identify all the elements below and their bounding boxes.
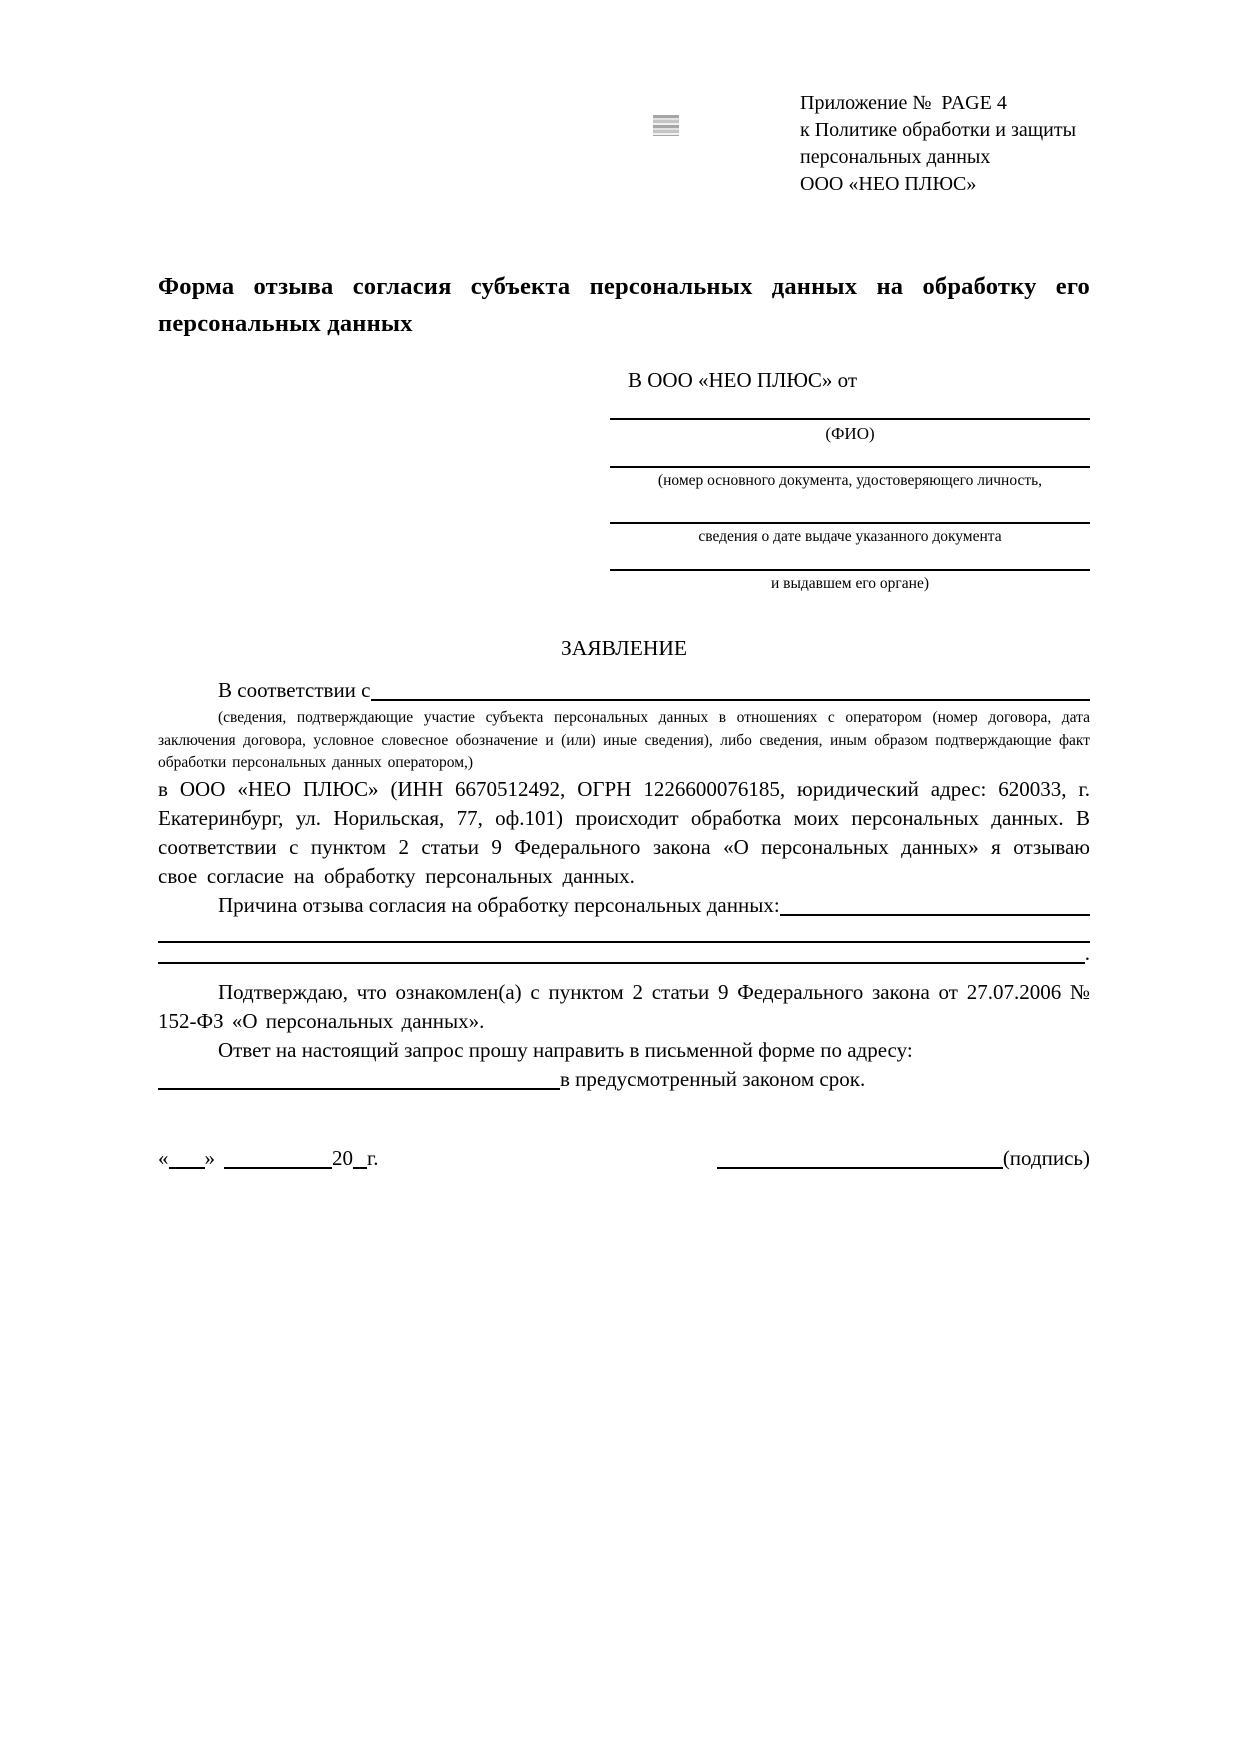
fio-caption: (ФИО) <box>825 424 875 443</box>
year-blank-line <box>353 1167 367 1169</box>
embedded-object-icon <box>653 115 679 136</box>
document-title: Форма отзыва согласия субъекта персональных данных на обработку его персональных данных <box>158 273 1090 337</box>
signature-caption: (подпись) <box>1002 1145 1090 1170</box>
issuer-caption: и выдавшем его органе) <box>770 575 930 592</box>
quote-close: » <box>204 1145 215 1170</box>
page-header <box>158 90 1090 208</box>
addressee-block <box>610 368 1090 594</box>
year-prefix: 20 <box>332 1145 353 1170</box>
issue-date-blank-line <box>610 491 1090 524</box>
addressee-to-line: В ООО «НЕО ПЛЮС» от <box>628 368 858 392</box>
fine-print: (сведения, подтверждающие участие субъекта персональных данных в отношениях с оператором (номер договора, дата заключения договора, условное словесное обозначение и (или) иные сведения), либо сведения, иным образом подтверждающие факт обработки персональных данных оператором,) <box>158 709 1090 771</box>
reason-row <box>158 891 1090 920</box>
intro-row <box>158 676 1090 705</box>
year-suffix: г. <box>367 1145 379 1170</box>
annex-line: Приложение № PAGE 4 <box>800 92 1007 114</box>
fio-blank-line <box>610 408 1090 420</box>
statement-heading: ЗАЯВЛЕНИЕ <box>560 636 688 660</box>
month-blank-line <box>224 1167 332 1169</box>
signature-group <box>717 1144 1090 1173</box>
document-number-caption: (номер основного документа, удостоверяющего личность, <box>657 472 1043 489</box>
issue-date-caption: сведения о дате выдаче указанного документа <box>698 528 1002 545</box>
intro-blank-line <box>371 699 1091 701</box>
date-group <box>158 1144 379 1173</box>
quote-open: « <box>158 1145 169 1170</box>
confirmation-paragraph: Подтверждаю, что ознакомлен(а) с пунктом 2 статьи 9 Федерального закона от 27.07.2006 № 152-ФЗ «О персональных данных». <box>158 979 1090 1033</box>
intro-label: В соответствии с <box>218 678 371 702</box>
reply-address-row <box>158 1065 1090 1094</box>
issuer-blank-line <box>610 547 1090 571</box>
annex-line: персональных данных <box>800 146 991 168</box>
annex-block <box>800 90 1076 198</box>
annex-line: к Политике обработки и защиты <box>800 119 1077 141</box>
reply-intro-line: Ответ на настоящий запрос прошу направить в письменной форме по адресу: <box>218 1037 913 1062</box>
statement-body: в ООО «НЕО ПЛЮС» (ИНН 6670512492, ОГРН 1226600076185, юридический адрес: 620033, г. Екатеринбург, ул. Норильская, 77, оф.101) происходит обработка моих персональных данных. В соответствии с пунктом 2 статьи 9 Федерального закона «О персональных данных» я отзываю свое согласие на обработку персональных данных. <box>158 776 1090 888</box>
reply-tail: в предусмотренный законом срок. <box>560 1066 866 1091</box>
signature-blank-line <box>717 1167 1003 1169</box>
day-blank-line <box>169 1167 205 1169</box>
reason-blank-line-3 <box>158 962 1085 964</box>
document-number-blank-line <box>610 446 1090 468</box>
reply-address-blank-line <box>158 1088 560 1090</box>
reason-blank-line <box>780 914 1090 916</box>
annex-line: ООО «НЕО ПЛЮС» <box>800 173 977 195</box>
reason-label: Причина отзыва согласия на обработку персональных данных: <box>218 892 780 917</box>
date-signature-row <box>158 1144 1090 1173</box>
trailing-period: . <box>1084 940 1090 965</box>
reason-blank-row-3 <box>158 940 1090 968</box>
